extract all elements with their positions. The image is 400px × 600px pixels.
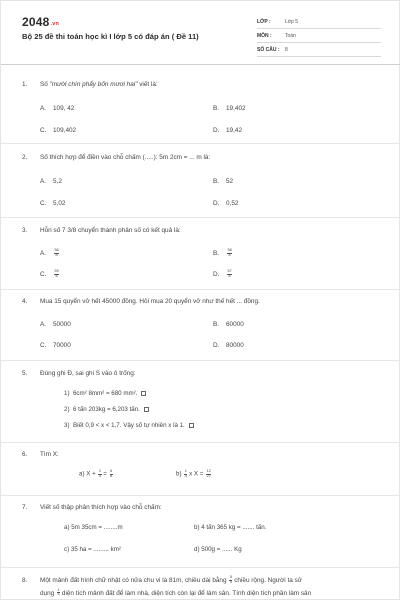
question-text: Hỗn số 7 3/8 chuyển thành phân số có kết quả là: bbox=[40, 227, 181, 234]
fill-item-c[interactable]: c) 35 ha = ......... km² bbox=[64, 546, 121, 553]
option-d[interactable]: D. $\frac{57}{8}$ bbox=[213, 269, 232, 278]
option-c[interactable]: C. 70000 bbox=[40, 342, 71, 349]
equation-b: b) $\frac{1}{4}$ x X = $\frac{12}{27}$ bbox=[176, 469, 211, 478]
answer-checkbox[interactable] bbox=[189, 423, 194, 428]
question-text: Số "mười chín phẩy bốn mươi hai" viết là: bbox=[40, 81, 158, 88]
option-a[interactable]: A. 5,2 bbox=[40, 178, 62, 185]
fraction: $\frac{57}{8}$ bbox=[227, 269, 232, 278]
divider bbox=[1, 567, 400, 568]
option-d[interactable]: D. 0,52 bbox=[213, 200, 239, 207]
fraction: $\frac{58}{8}$ bbox=[227, 248, 232, 257]
meta-value: 8 bbox=[285, 47, 288, 53]
option-c[interactable]: C. 5,02 bbox=[40, 200, 66, 207]
fill-item-a[interactable]: a) 5m 35cm = ........m bbox=[64, 524, 123, 531]
fill-item-b[interactable]: b) 4 tấn 365 kg = ....... tấn. bbox=[194, 524, 267, 531]
meta-value: Toán bbox=[285, 33, 296, 39]
option-d[interactable]: D. 19,42 bbox=[213, 127, 242, 134]
divider bbox=[1, 360, 400, 361]
meta-value: Lớp 5 bbox=[285, 19, 299, 25]
question-text: Số thích hợp để điền vào chỗ chấm (.....): 5m 2cm = ... m là: bbox=[40, 154, 211, 161]
option-b[interactable]: B. 60000 bbox=[213, 321, 244, 328]
meta-subject bbox=[257, 30, 381, 43]
meta-label: LỚP : bbox=[257, 19, 271, 25]
answer-checkbox[interactable] bbox=[144, 407, 149, 412]
question-number: 7. bbox=[22, 504, 28, 511]
question-number: 8. bbox=[22, 577, 28, 584]
option-b[interactable]: B. 19,402 bbox=[213, 105, 246, 112]
fraction: $\frac{59}{8}$ bbox=[54, 269, 59, 278]
option-a[interactable]: A. 50000 bbox=[40, 321, 71, 328]
page-title: Bộ 25 đề thi toán học kì I lớp 5 có đáp án ( Đề 11) bbox=[22, 32, 199, 41]
question-number: 6. bbox=[22, 451, 28, 458]
divider bbox=[1, 143, 400, 144]
true-false-item: 2) 6 tấn 203kg = 6,203 tấn. bbox=[64, 406, 149, 413]
option-d[interactable]: D. 80000 bbox=[213, 342, 244, 349]
site-logo[interactable]: 2048.vn bbox=[22, 15, 60, 29]
meta-label: SỐ CÂU : bbox=[257, 47, 280, 53]
divider bbox=[1, 442, 400, 443]
fraction: $\frac{56}{8}$ bbox=[54, 248, 59, 257]
option-c[interactable]: C. 109,402 bbox=[40, 127, 77, 134]
option-a[interactable]: A. $\frac{56}{8}$ bbox=[40, 248, 59, 257]
question-text: Viết số thập phân thích hợp vào chỗ chấm: bbox=[40, 504, 162, 511]
answer-checkbox[interactable] bbox=[141, 391, 146, 396]
question-number: 1. bbox=[22, 81, 28, 88]
meta-class bbox=[257, 16, 381, 29]
fill-item-d[interactable]: d) 500g = ...... Kg bbox=[194, 546, 242, 553]
question-text: Mua 15 quyển vở hết 45000 đồng. Hỏi mua 20 quyển vở như thế hết ... đồng. bbox=[40, 298, 260, 305]
option-b[interactable]: B. $\frac{58}{8}$ bbox=[213, 248, 232, 257]
option-c[interactable]: C. $\frac{59}{8}$ bbox=[40, 269, 59, 278]
divider bbox=[1, 217, 400, 218]
question-number: 2. bbox=[22, 154, 28, 161]
option-b[interactable]: B. 52 bbox=[213, 178, 234, 185]
question-text: Một mảnh đất hình chữ nhật có nửa chu vi là 81m, chiều dài bằng $\frac{5}{4}$ chiều rộng. Người ta sử dụng $\frac{1}{4}$ diện tích mảnh đất để làm nhà, diện tích còn lại để làm sân. Tính diện tích phần làm sân bbox=[40, 575, 312, 597]
equation-a: a) X + $\frac{2}{3}$ = $\frac{6}{8}$ bbox=[79, 469, 113, 478]
question-number: 4. bbox=[22, 298, 28, 305]
meta-count bbox=[257, 44, 381, 57]
question-number: 3. bbox=[22, 227, 28, 234]
header bbox=[1, 1, 400, 65]
true-false-item: 1) 6cm² 8mm² = 680 mm². bbox=[64, 390, 146, 397]
divider bbox=[1, 289, 400, 290]
option-a[interactable]: A. 109, 42 bbox=[40, 105, 75, 112]
true-false-item: 3) Biết 0,9 < x < 1,7. Vậy số tự nhiên x là 1. bbox=[64, 422, 194, 429]
question-text: Đúng ghi Đ, sai ghi S vào ô trống: bbox=[40, 370, 136, 377]
question-text: Tìm X: bbox=[40, 451, 59, 458]
question-number: 5. bbox=[22, 370, 28, 377]
meta-label: MÔN : bbox=[257, 33, 272, 39]
divider bbox=[1, 495, 400, 496]
